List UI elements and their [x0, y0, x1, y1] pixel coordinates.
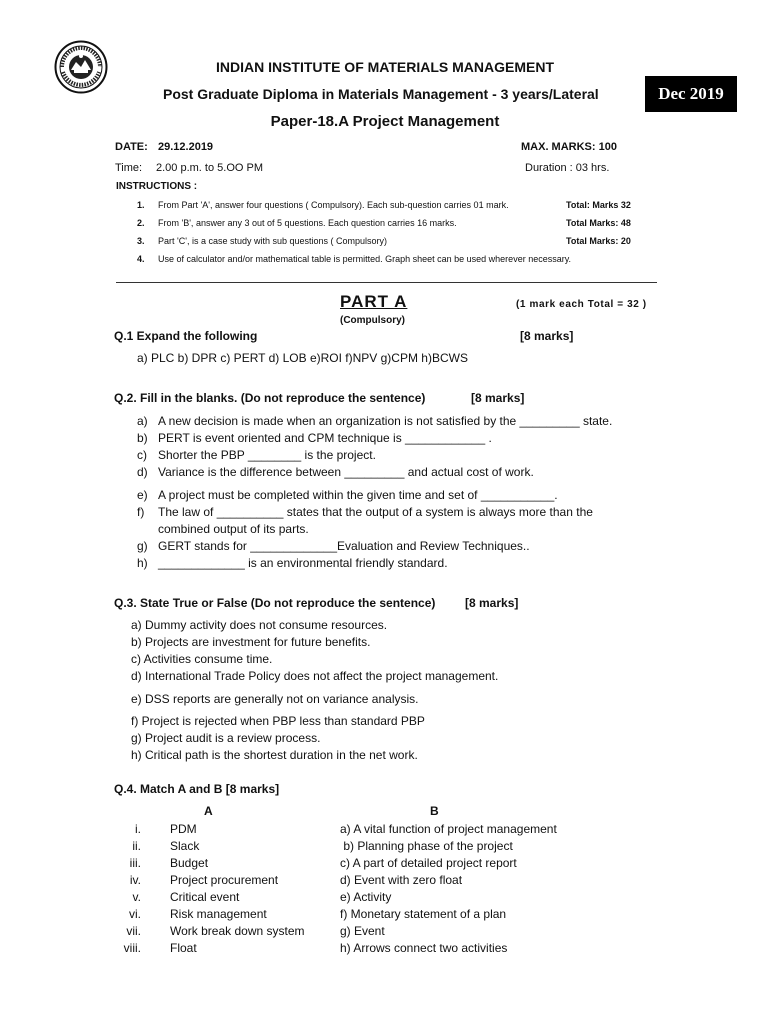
- q4-item-b: e) Activity: [340, 890, 392, 904]
- q2-item-label: f): [137, 505, 145, 519]
- q3-item: a) Dummy activity does not consume resources.: [131, 618, 388, 632]
- q3-item: g) Project audit is a review process.: [131, 731, 321, 745]
- institute-name: INDIAN INSTITUTE OF MATERIALS MANAGEMENT: [215, 59, 555, 75]
- q4-heading: Q.4. Match A and B [8 marks]: [114, 782, 280, 796]
- instruction-text: Use of calculator and/or mathematical table is permitted. Graph sheet can be used wherever necessary.: [158, 254, 572, 264]
- session-badge: Dec 2019: [645, 76, 737, 112]
- q2-item-text: A new decision is made when an organization is not satisfied by the _________ state.: [158, 414, 613, 428]
- date-value: 29.12.2019: [158, 141, 214, 153]
- part-a-marks-note: (1 mark each Total = 32 ): [516, 299, 647, 310]
- q4-row-number: i.: [135, 822, 141, 836]
- q4-row-number: vii.: [126, 924, 141, 938]
- q4-item-a: Critical event: [170, 890, 240, 904]
- q2-item-label: e): [137, 488, 148, 502]
- section-divider: [116, 282, 657, 283]
- q3-item: b) Projects are investment for future benefits.: [131, 635, 371, 649]
- q2-marks: [8 marks]: [471, 391, 525, 405]
- q2-item-text: Shorter the PBP ________ is the project.: [158, 448, 376, 462]
- q4-item-a: Float: [170, 941, 197, 955]
- q3-item: e) DSS reports are generally not on variance analysis.: [131, 692, 419, 706]
- q2-item-label: h): [137, 556, 148, 570]
- instructions-heading: INSTRUCTIONS :: [116, 181, 198, 192]
- q4-row-number: iii.: [129, 856, 141, 870]
- max-marks: MAX. MARKS: 100: [521, 141, 617, 153]
- q1-marks: [8 marks]: [520, 329, 574, 343]
- q4-item-b: h) Arrows connect two activities: [340, 941, 508, 955]
- q4-item-a: Budget: [170, 856, 209, 870]
- q3-item: c) Activities consume time.: [131, 652, 273, 666]
- q4-row-number: ii.: [132, 839, 141, 853]
- q4-item-b: c) A part of detailed project report: [340, 856, 517, 870]
- instruction-text: From Part 'A', answer four questions ( Compulsory). Each sub-question carries 01 mark.: [158, 200, 509, 210]
- q2-heading: Q.2. Fill in the blanks. (Do not reproduce the sentence): [114, 391, 426, 405]
- q4-item-a: PDM: [170, 822, 197, 836]
- q2-item-label: b): [137, 431, 148, 445]
- duration: Duration : 03 hrs.: [525, 162, 610, 174]
- q2-item-text: GERT stands for _____________Evaluation and Review Techniques..: [158, 539, 530, 553]
- q2-item-label: d): [137, 465, 148, 479]
- part-a-compulsory: (Compulsory): [340, 315, 405, 326]
- q4-column-a-header: A: [204, 804, 213, 818]
- instruction-text: Part 'C', is a case study with sub questions ( Compulsory): [158, 236, 388, 246]
- q4-item-a: Risk management: [170, 907, 267, 921]
- q2-item-text: The law of __________ states that the output of a system is always more than the: [158, 505, 593, 519]
- date-label: DATE:: [115, 141, 148, 153]
- q4-item-a: Slack: [170, 839, 200, 853]
- instruction-number: 1.: [137, 200, 145, 210]
- q4-row-number: iv.: [129, 873, 141, 887]
- q2-item-text: PERT is event oriented and CPM technique is ____________ .: [158, 431, 492, 445]
- q4-row-number: v.: [132, 890, 141, 904]
- q4-column-b-header: B: [430, 804, 439, 818]
- q4-item-b: g) Event: [340, 924, 385, 938]
- time-label: Time:: [115, 162, 143, 174]
- paper-title: Paper-18.A Project Management: [270, 113, 500, 130]
- q4-item-a: Work break down system: [170, 924, 305, 938]
- q1-terms: a) PLC b) DPR c) PERT d) LOB e)ROI f)NPV g)CPM h)BCWS: [137, 351, 468, 365]
- instruction-text: From 'B', answer any 3 out of 5 questions. Each question carries 16 marks.: [158, 218, 457, 228]
- q3-heading: Q.3. State True or False (Do not reproduce the sentence): [114, 596, 436, 610]
- q4-item-b: b) Planning phase of the project: [340, 839, 513, 853]
- instruction-marks: Total Marks: 48: [566, 218, 631, 228]
- q2-item-label: a): [137, 414, 148, 428]
- instruction-marks: Total Marks: 20: [566, 236, 631, 246]
- q2-item-text: A project must be completed within the given time and set of ___________.: [158, 488, 558, 502]
- instruction-marks: Total: Marks 32: [566, 200, 631, 210]
- q4-row-number: viii.: [123, 941, 141, 955]
- program-name: Post Graduate Diploma in Materials Management - 3 years/Lateral: [163, 86, 599, 102]
- q3-marks: [8 marks]: [465, 596, 519, 610]
- instruction-number: 3.: [137, 236, 145, 246]
- q2-item-text: combined output of its parts.: [158, 522, 309, 536]
- q2-item-text: _____________ is an environmental friendly standard.: [158, 556, 448, 570]
- q4-row-number: vi.: [129, 907, 141, 921]
- time-value: 2.00 p.m. to 5.OO PM: [156, 162, 263, 174]
- q2-item-label: g): [137, 539, 148, 553]
- q2-item-label: c): [137, 448, 147, 462]
- q4-item-b: d) Event with zero float: [340, 873, 463, 887]
- q4-item-a: Project procurement: [170, 873, 279, 887]
- q4-item-b: a) A vital function of project management: [340, 822, 557, 836]
- q3-item: f) Project is rejected when PBP less than standard PBP: [131, 714, 425, 728]
- q3-item: h) Critical path is the shortest duration in the net work.: [131, 748, 418, 762]
- q1-heading: Q.1 Expand the following: [114, 329, 258, 343]
- q3-item: d) International Trade Policy does not affect the project management.: [131, 669, 499, 683]
- instruction-number: 4.: [137, 254, 145, 264]
- q2-item-text: Variance is the difference between _________ and actual cost of work.: [158, 465, 534, 479]
- q4-item-b: f) Monetary statement of a plan: [340, 907, 507, 921]
- part-a-title: PART A: [340, 292, 408, 311]
- instruction-number: 2.: [137, 218, 145, 228]
